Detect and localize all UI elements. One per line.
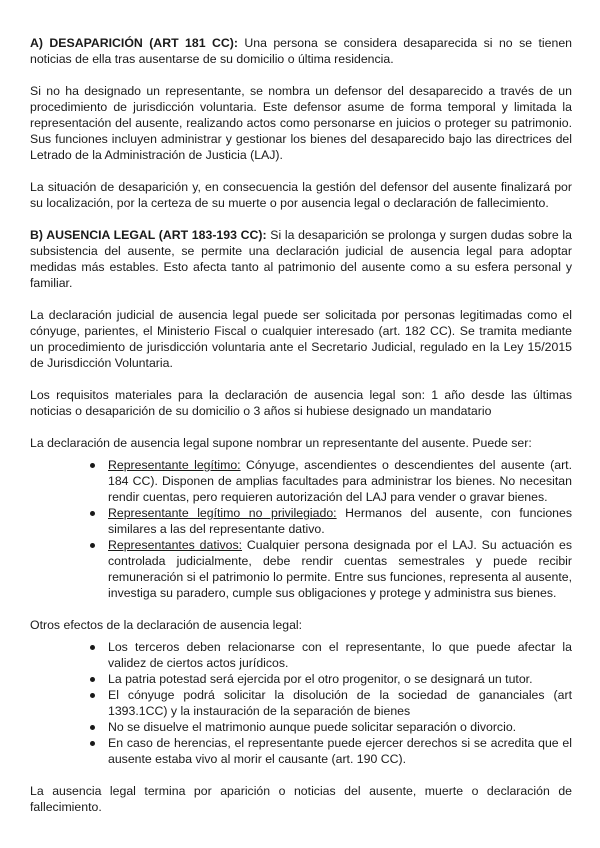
list-item <box>108 505 572 537</box>
section-b-paragraph-2: La declaración judicial de ausencia legal puede ser solicitada por personas legitimadas como el cónyuge, parientes, el Ministerio Fiscal o cualquier interesado (art. 182 CC). Se tramita mediante un procedimiento de jurisdicción voluntaria ante el Secretario Judicial, regulado en la Ley 15/2015 de Jurisdicción Voluntaria. <box>30 308 572 370</box>
section-a-paragraph-3: La situación de desaparición y, en consecuencia la gestión del defensor del ausente finalizará por su localización, por la certeza de su muerte o por ausencia legal o declaración de fallecimiento. <box>30 180 572 210</box>
list-item <box>108 457 572 505</box>
section-a-intro-text: Una persona se considera desaparecida si no se tienen noticias de ella tras ausentarse de su domicilio o última residencia. <box>30 36 572 66</box>
section-b-paragraph-3: Los requisitos materiales para la declaración de ausencia legal son: 1 año desde las últimas noticias o desaparición de su domicilio o 3 años si hubiese designado un mandatario <box>30 388 572 418</box>
section-a-heading: A) DESAPARICIÓN (ART 181 CC): <box>30 36 238 50</box>
list-item: En caso de herencias, el representante puede ejercer derechos si se acredita que el ausente estaba vivo al morir el causante (art. 190 CC). <box>108 736 572 766</box>
section-b-heading: B) AUSENCIA LEGAL (ART 183-193 CC): <box>30 228 267 242</box>
list-item: La patria potestad será ejercida por el otro progenitor, o se designará un tutor. <box>108 671 572 687</box>
representative-text: Hermanos del ausente, con funciones similares a las del representante dativo. <box>108 506 573 536</box>
representative-term: Representante legítimo no privilegiado: <box>108 506 337 520</box>
representative-term: Representantes dativos: <box>108 538 243 552</box>
document-page <box>30 35 572 815</box>
list-item <box>108 537 572 601</box>
effects-list <box>30 639 572 767</box>
section-a-intro-paragraph <box>30 35 572 67</box>
representatives-list <box>30 457 572 601</box>
section-b-paragraph-5: Otros efectos de la declaración de ausencia legal: <box>30 618 303 632</box>
section-a-paragraph-2: Si no ha designado un representante, se nombra un defensor del desaparecido a través de un procedimiento de jurisdicción voluntaria. Este defensor asume de forma temporal y limitada la representación del ausente, realizando actos como personarse en juicios o proteger su patrimonio. Sus funciones incluyen administrar y gestionar los bienes del desaparecido bajo las directrices del Letrado de la Administración de Justicia (LAJ). <box>30 84 572 162</box>
list-item: El cónyuge podrá solicitar la disolución de la sociedad de gananciales (art 1393.1CC) y la instauración de la separación de bienes <box>108 688 572 718</box>
section-b-paragraph-4: La declaración de ausencia legal supone nombrar un representante del ausente. Puede ser: <box>30 436 532 450</box>
list-item: Los terceros deben relacionarse con el representante, lo que puede afectar la validez de ciertos actos jurídicos. <box>108 640 572 670</box>
section-b-intro-paragraph <box>30 227 572 291</box>
representative-text: Cualquier persona designada por el LAJ. Su actuación es controlada judicialmente, debe rendir cuentas semestrales y puede recibir remuneración si el patrimonio lo permite. Entre sus funciones, representa al ausente, investiga su paradero, cumple sus obligaciones y protege y administra sus bienes. <box>108 538 572 600</box>
section-b-intro-text: Si la desaparición se prolonga y surgen dudas sobre la subsistencia del ausente, se permite una declaración judicial de ausencia legal para adoptar medidas más estables. Esto afecta tanto al patrimonio del ausente como a su esfera personal y familiar. <box>30 228 572 290</box>
representative-text: Cónyuge, ascendientes o descendientes del ausente (art. 184 CC). Disponen de amplias facultades para administrar los bienes. No necesitan rendir cuentas, pero requieren autorización del LAJ para vender o gravar bienes. <box>108 458 572 504</box>
list-item: No se disuelve el matrimonio aunque puede solicitar separación o divorcio. <box>108 719 572 735</box>
representative-term: Representante legítimo: <box>108 458 241 472</box>
closing-paragraph: La ausencia legal termina por aparición o noticias del ausente, muerte o declaración de fallecimiento. <box>30 784 572 814</box>
